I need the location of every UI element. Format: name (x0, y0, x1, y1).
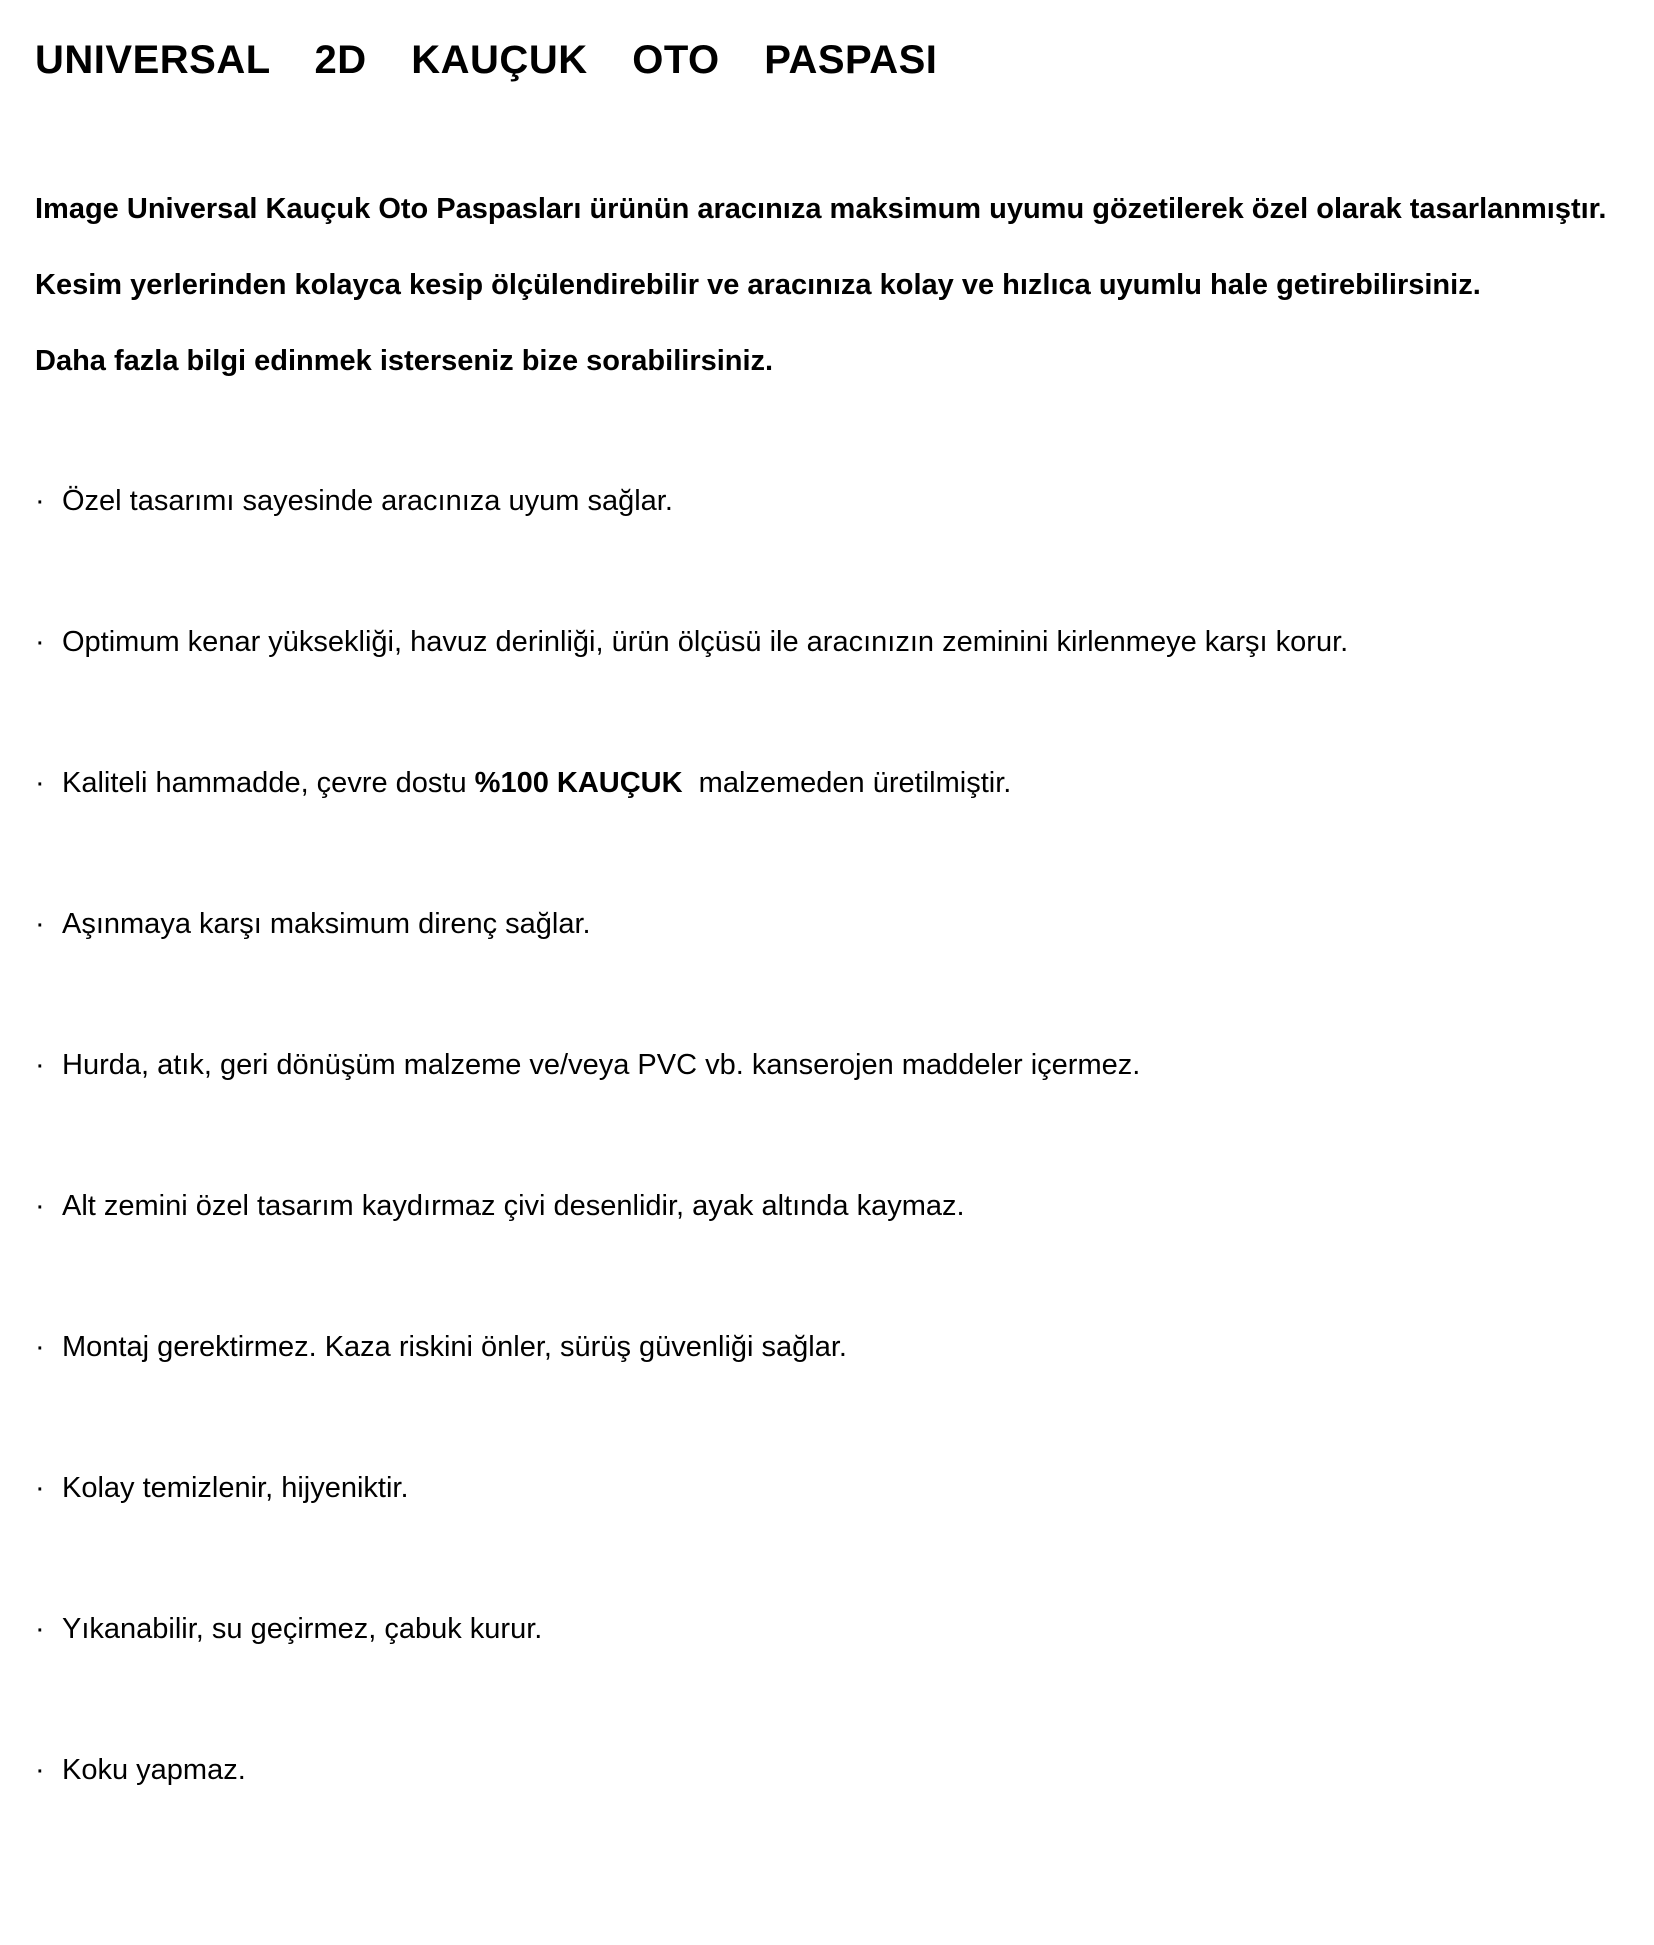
bullet-dot-icon: · (35, 626, 45, 658)
list-item (35, 1469, 1624, 1507)
list-item-text-after-bold: malzemeden üretilmiştir. (682, 767, 1012, 799)
intro-paragraph-design: Image Universal Kauçuk Oto Paspasları ürünün aracınıza maksimum uyumu gözetilerek özel olarak tasarlanmıştır. (35, 193, 1607, 225)
list-item (35, 1610, 1624, 1648)
list-item (35, 1046, 1624, 1084)
list-item-text: Aşınmaya karşı maksimum direnç sağlar. (62, 908, 591, 940)
list-item (35, 1751, 1624, 1789)
bullet-dot-icon: · (35, 1472, 45, 1504)
intro-section (35, 190, 1624, 380)
list-item-text: Özel tasarımı sayesinde aracınıza uyum sağlar. (62, 485, 673, 517)
list-item-text: Optimum kenar yüksekliği, havuz derinliği, ürün ölçüsü ile aracınızın zeminini kirlenmeye karşı korur. (62, 626, 1349, 658)
bullet-dot-icon: · (35, 908, 45, 940)
list-item-bold-text: %100 KAUÇUK (474, 767, 683, 799)
list-item-text: Montaj gerektirmez. Kaza riskini önler, sürüş güvenliği sağlar. (62, 1331, 847, 1363)
intro-paragraph-contact: Daha fazla bilgi edinmek isterseniz bize sorabilirsiniz. (35, 345, 774, 377)
list-item-text (62, 764, 1011, 802)
list-item-text: Alt zemini özel tasarım kaydırmaz çivi desenlidir, ayak altında kaymaz. (62, 1190, 965, 1222)
list-item-text: Kolay temizlenir, hijyeniktir. (62, 1472, 409, 1504)
feature-list (35, 482, 1624, 1789)
list-item (35, 764, 1624, 802)
page-title: UNIVERSAL 2D KAUÇUK OTO PASPASI (35, 38, 938, 82)
list-item (35, 1187, 1624, 1225)
list-item (35, 1328, 1624, 1366)
list-item-text: Hurda, atık, geri dönüşüm malzeme ve/veya PVC vb. kanserojen maddeler içermez. (62, 1049, 1141, 1081)
bullet-dot-icon: · (35, 1190, 45, 1222)
bullet-dot-icon: · (35, 1049, 45, 1081)
list-item-text-before-bold: Kaliteli hammadde, çevre dostu (62, 767, 475, 799)
list-item-text: Koku yapmaz. (62, 1754, 246, 1786)
list-item (35, 905, 1624, 943)
bullet-dot-icon: · (35, 1613, 45, 1645)
bullet-dot-icon: · (35, 767, 45, 799)
bullet-dot-icon: · (35, 485, 45, 517)
list-item-text: Yıkanabilir, su geçirmez, çabuk kurur. (62, 1613, 543, 1645)
bullet-dot-icon: · (35, 1331, 45, 1363)
intro-paragraph-cutting: Kesim yerlerinden kolayca kesip ölçülendirebilir ve aracınıza kolay ve hızlıca uyumlu hale getirebilirsiniz. (35, 269, 1481, 301)
bullet-dot-icon: · (35, 1754, 45, 1786)
list-item (35, 623, 1624, 661)
list-item (35, 482, 1624, 520)
